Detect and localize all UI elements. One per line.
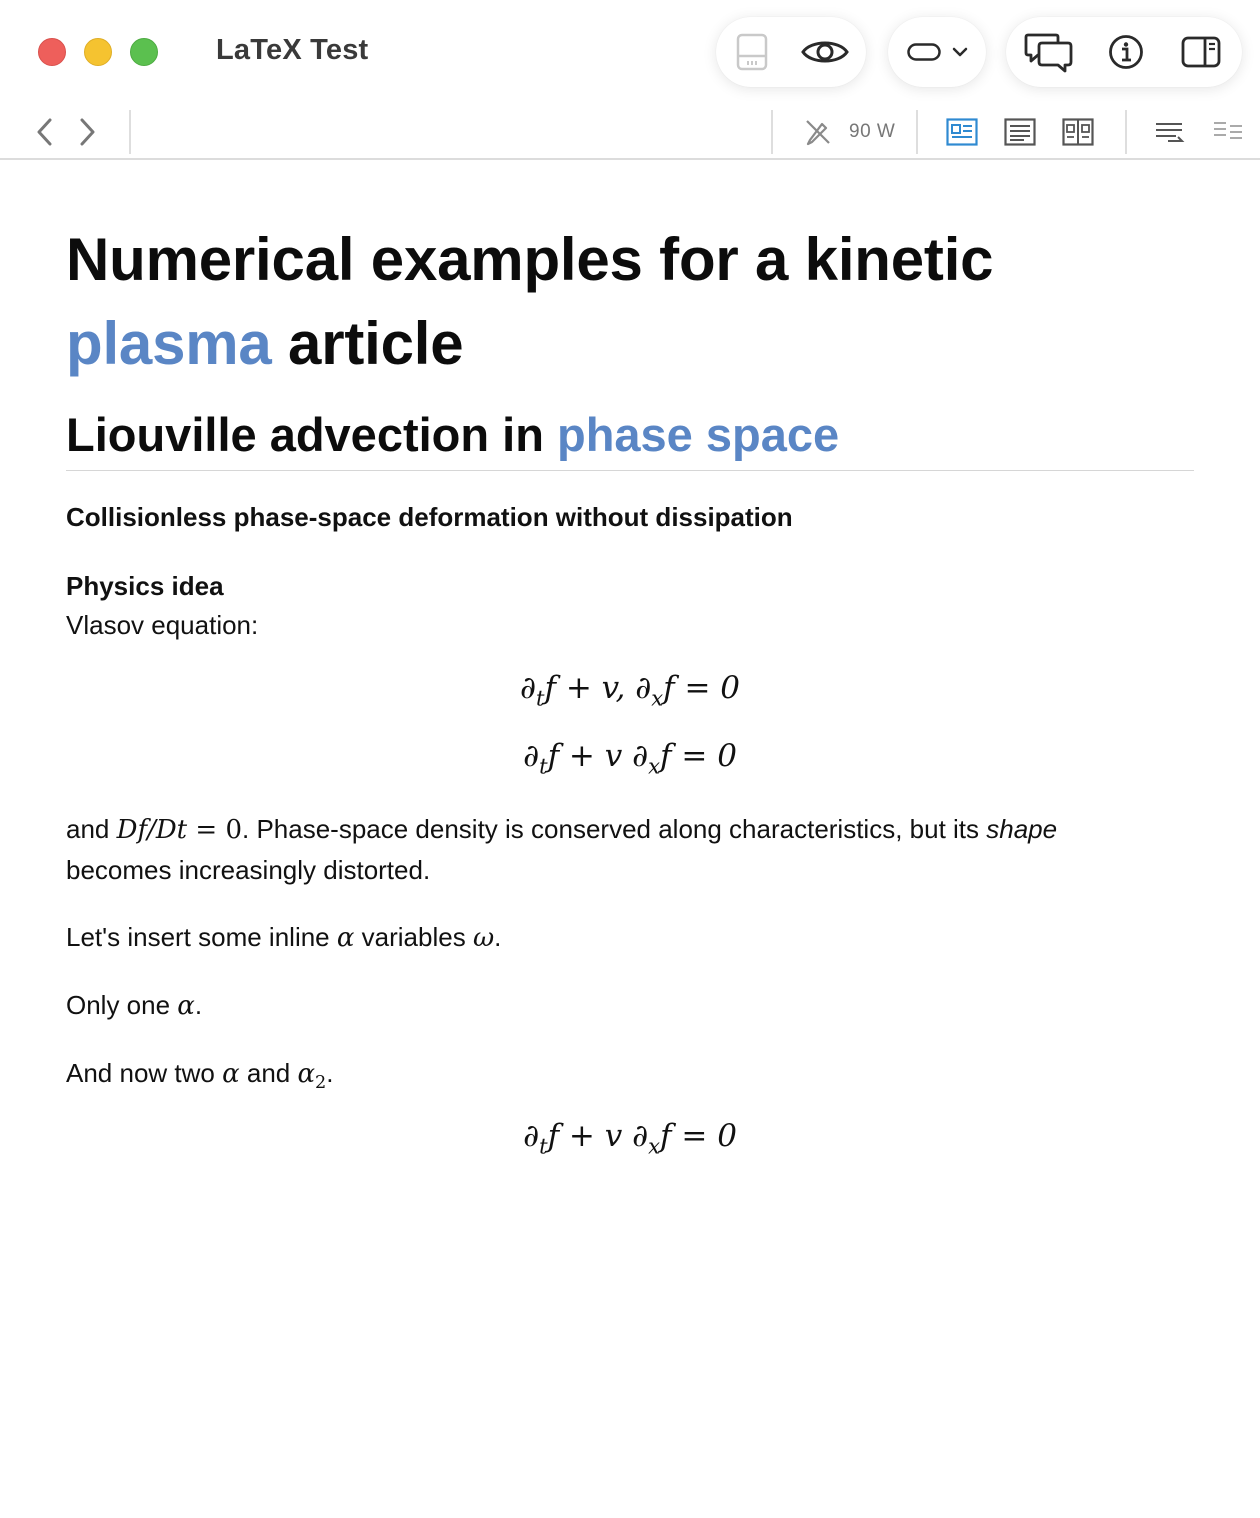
layout-side-icon[interactable] xyxy=(946,118,978,146)
eye-preview-icon[interactable] xyxy=(801,37,849,67)
title-link[interactable]: plasma xyxy=(66,310,272,377)
info-icon[interactable] xyxy=(1108,34,1144,70)
vlasov-label: Vlasov equation: xyxy=(66,610,259,640)
paragraph-characteristics: and Df/Dt = 0. Phase-space density is conserved along characteristics, but its shape becomes increasingly distorted. xyxy=(66,814,1058,885)
word-count[interactable]: 90 W xyxy=(849,121,896,142)
equation-1: $\partial_tf + v$, $\partial_xf = 0$ xyxy=(519,670,741,711)
equation-3: $\partial_tf + v$ $\partial_xf = 0$ xyxy=(523,1118,737,1159)
title-bar xyxy=(0,0,1260,104)
toolbar-divider xyxy=(129,110,131,154)
layout-text-icon[interactable] xyxy=(1004,118,1036,146)
section-heading: Liouville advection in phase space xyxy=(66,404,1194,471)
document-title: Numerical examples for a kinetic plasma article xyxy=(66,226,994,377)
pill-style-icon[interactable] xyxy=(907,43,941,61)
toolbar-divider xyxy=(916,110,918,154)
physics-heading: Physics idea xyxy=(66,571,224,601)
chevron-down-icon[interactable] xyxy=(952,46,968,58)
sidebar-panel-icon[interactable] xyxy=(736,33,768,71)
window-title: LaTeX Test xyxy=(216,34,369,66)
subsection-heading: Collisionless phase-space deformation without dissipation xyxy=(66,502,793,532)
maximize-window-button[interactable] xyxy=(130,38,158,66)
paragraph-only-one: Only one α. xyxy=(66,990,203,1021)
editor-toolbar xyxy=(0,104,1260,160)
pen-off-icon[interactable] xyxy=(804,118,832,146)
equation-2: $\partial_tf + v$ $\partial_xf = 0$ xyxy=(523,738,737,779)
right-sidebar-icon[interactable] xyxy=(1181,36,1221,68)
section-link[interactable]: phase space xyxy=(556,408,840,461)
close-window-button[interactable] xyxy=(38,38,66,66)
wrap-icon[interactable] xyxy=(1154,119,1186,145)
back-icon[interactable] xyxy=(35,117,55,147)
paragraph-two: And now two α and $\alpha_2$. xyxy=(66,1058,334,1094)
paragraph-inline: Let's insert some inline α variables ω. xyxy=(66,922,502,953)
toolbar-divider xyxy=(1125,110,1127,154)
align-icon[interactable] xyxy=(1212,119,1244,145)
forward-icon[interactable] xyxy=(77,117,97,147)
layout-columns-icon[interactable] xyxy=(1062,118,1094,146)
chat-bubbles-icon[interactable] xyxy=(1024,31,1074,73)
minimize-window-button[interactable] xyxy=(84,38,112,66)
toolbar-divider xyxy=(771,110,773,154)
